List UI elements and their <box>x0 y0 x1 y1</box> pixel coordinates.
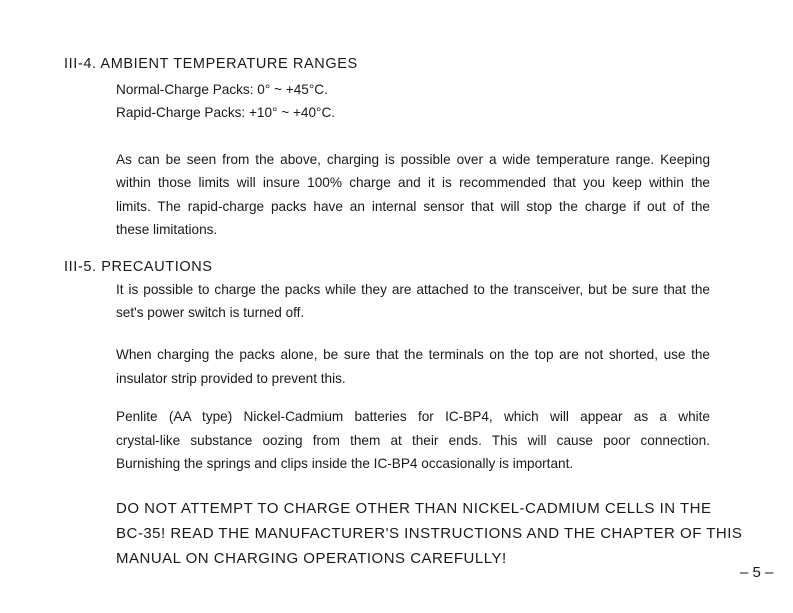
paragraph-line: As can be seen from the above, charging is possible over a wide temperature range. Keeping <box>116 152 710 167</box>
rapid-charge-range: Rapid-Charge Packs: +10° ~ +40°C. <box>116 105 336 120</box>
paragraph-line: within those limits will insure 100% charge and it is recommended that you keep within the <box>116 175 710 190</box>
warning-line: BC-35! READ THE MANUFACTURER'S INSTRUCTIONS AND THE CHAPTER OF THIS <box>116 525 743 542</box>
paragraph-line: set's power switch is turned off. <box>116 305 305 320</box>
paragraph-line: When charging the packs alone, be sure that the terminals on the top are not shorted, use the <box>116 347 710 362</box>
paragraph-line: crystal-like substance oozing from them at their ends. This will cause poor connection. <box>116 433 710 448</box>
section-heading-precautions: III-5. PRECAUTIONS <box>64 259 213 275</box>
page-number: – 5 – <box>740 564 774 581</box>
warning-line: DO NOT ATTEMPT TO CHARGE OTHER THAN NICKEL-CADMIUM CELLS IN THE <box>116 500 712 517</box>
paragraph-line: limits. The rapid-charge packs have an internal sensor that will stop the charge if out of the <box>116 199 710 214</box>
paragraph-line: It is possible to charge the packs while they are attached to the transceiver, but be sure that the <box>116 282 710 297</box>
paragraph-line: these limitations. <box>116 222 218 237</box>
warning-line: MANUAL ON CHARGING OPERATIONS CAREFULLY! <box>116 550 507 567</box>
paragraph-line: Penlite (AA type) Nickel-Cadmium batteries for IC-BP4, which will appear as a white <box>116 409 710 424</box>
paragraph-line: Burnishing the springs and clips inside the IC-BP4 occasionally is important. <box>116 456 574 471</box>
normal-charge-range: Normal-Charge Packs: 0° ~ +45°C. <box>116 82 328 97</box>
section-heading-ambient-temperature: III-4. AMBIENT TEMPERATURE RANGES <box>64 56 358 72</box>
paragraph-line: insulator strip provided to prevent this. <box>116 371 346 386</box>
